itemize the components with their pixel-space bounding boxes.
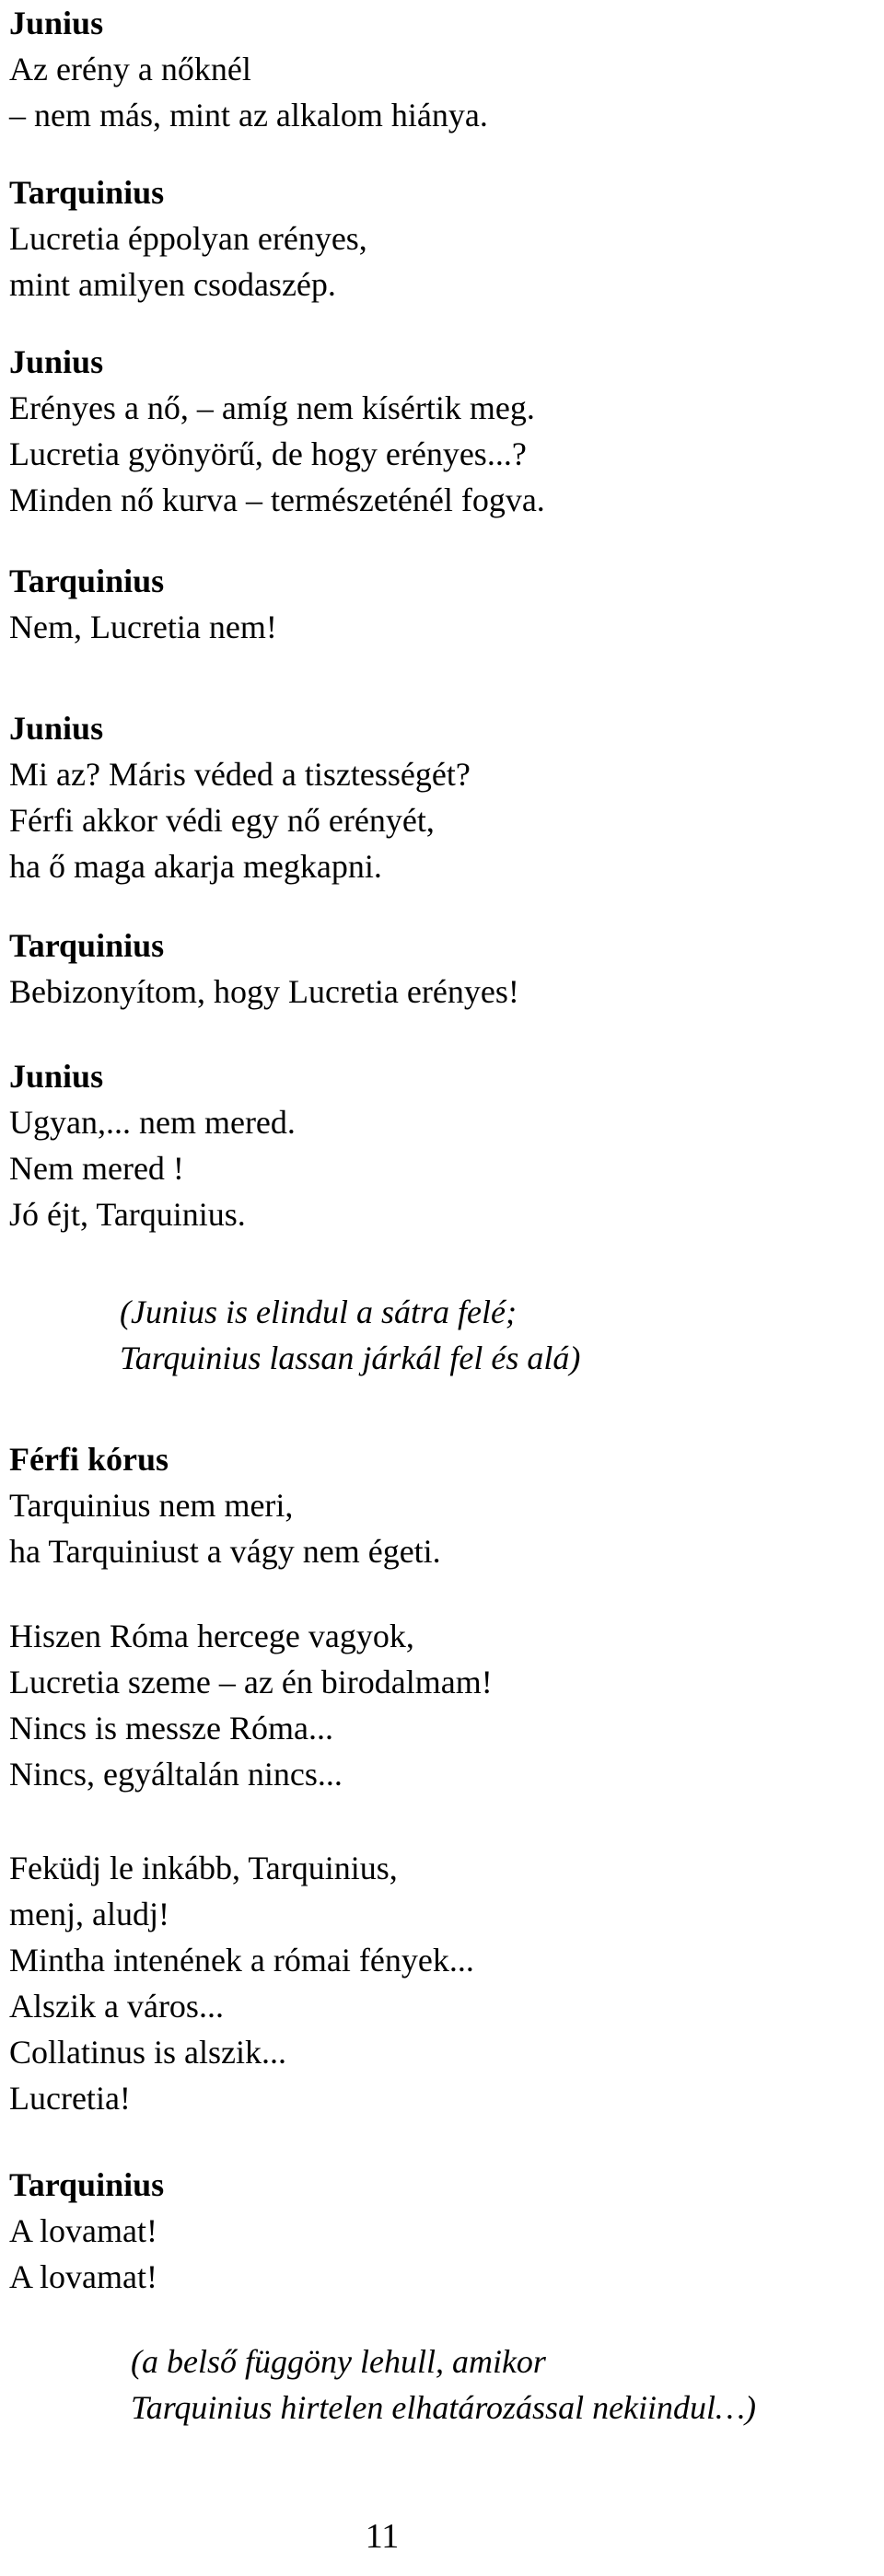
dialogue-line: mint amilyen csodaszép. bbox=[9, 266, 336, 303]
speaker-name: Tarquinius bbox=[9, 174, 165, 211]
speaker-name: Junius bbox=[9, 710, 104, 747]
dialogue-line: Nem mered ! bbox=[9, 1150, 184, 1187]
speech-block bbox=[9, 339, 545, 523]
stage-direction-line: Tarquinius hirtelen elhatározással nekiindul…) bbox=[131, 2389, 757, 2426]
dialogue-line: Minden nő kurva – természeténél fogva. bbox=[9, 482, 545, 518]
dialogue-line: Az erény a nőknél bbox=[9, 51, 251, 87]
dialogue-line: ha Tarquiniust a vágy nem égeti. bbox=[9, 1533, 441, 1570]
dialogue-line: – nem más, mint az alkalom hiánya. bbox=[9, 97, 488, 133]
page-number: 11 bbox=[365, 2517, 400, 2556]
dialogue-line: Lucretia éppolyan erényes, bbox=[9, 220, 367, 257]
speech-block bbox=[9, 922, 519, 1015]
verse-block bbox=[9, 1845, 474, 2121]
dialogue-line: Mi az? Máris véded a tisztességét? bbox=[9, 756, 471, 793]
dialogue-line: Tarquinius nem meri, bbox=[9, 1487, 294, 1524]
speech-block bbox=[9, 1053, 296, 1237]
dialogue-line: menj, aludj! bbox=[9, 1896, 169, 1932]
speech-block bbox=[9, 0, 488, 138]
speaker-name: Tarquinius bbox=[9, 563, 165, 599]
verse-block bbox=[9, 1613, 493, 1797]
dialogue-line: Mintha intenének a római fények... bbox=[9, 1942, 474, 1978]
speaker-name: Junius bbox=[9, 343, 104, 380]
dialogue-line: Erényes a nő, – amíg nem kísértik meg. bbox=[9, 389, 535, 426]
dialogue-line: Hiszen Róma hercege vagyok, bbox=[9, 1618, 414, 1654]
dialogue-line: Nincs is messze Róma... bbox=[9, 1710, 333, 1746]
dialogue-line: Lucretia! bbox=[9, 2080, 131, 2117]
speaker-name: Tarquinius bbox=[9, 2166, 165, 2203]
dialogue-line: Feküdj le inkább, Tarquinius, bbox=[9, 1850, 398, 1886]
speech-block bbox=[9, 169, 367, 307]
dialogue-line: Nincs, egyáltalán nincs... bbox=[9, 1756, 343, 1793]
dialogue-line: ha ő maga akarja megkapni. bbox=[9, 848, 382, 885]
stage-direction-line: (Junius is elindul a sátra felé; bbox=[120, 1294, 517, 1330]
dialogue-line: Ugyan,... nem mered. bbox=[9, 1104, 296, 1141]
stage-direction bbox=[120, 1289, 580, 1381]
dialogue-line: A lovamat! bbox=[9, 2212, 157, 2249]
stage-direction-line: (a belső függöny lehull, amikor bbox=[131, 2343, 546, 2380]
speech-block bbox=[9, 2162, 164, 2300]
stage-direction bbox=[131, 2338, 756, 2431]
dialogue-line: Nem, Lucretia nem! bbox=[9, 609, 277, 645]
dialogue-line: Bebizonyítom, hogy Lucretia erényes! bbox=[9, 973, 519, 1010]
stage-direction-line: Tarquinius lassan járkál fel és alá) bbox=[120, 1340, 581, 1376]
speech-block bbox=[9, 705, 471, 889]
dialogue-line: Alszik a város... bbox=[9, 1988, 224, 2025]
dialogue-line: Férfi akkor védi egy nő erényét, bbox=[9, 802, 435, 839]
speech-block bbox=[9, 558, 277, 650]
dialogue-line: Collatinus is alszik... bbox=[9, 2034, 286, 2071]
speaker-name: Tarquinius bbox=[9, 927, 165, 964]
speaker-name: Férfi kórus bbox=[9, 1441, 169, 1478]
dialogue-line: Lucretia gyönyörű, de hogy erényes...? bbox=[9, 435, 527, 472]
speech-block bbox=[9, 1436, 441, 1574]
speaker-name: Junius bbox=[9, 1058, 104, 1095]
speaker-name: Junius bbox=[9, 5, 104, 41]
dialogue-line: A lovamat! bbox=[9, 2258, 157, 2295]
dialogue-line: Lucretia szeme – az én birodalmam! bbox=[9, 1664, 493, 1700]
dialogue-line: Jó éjt, Tarquinius. bbox=[9, 1196, 246, 1233]
